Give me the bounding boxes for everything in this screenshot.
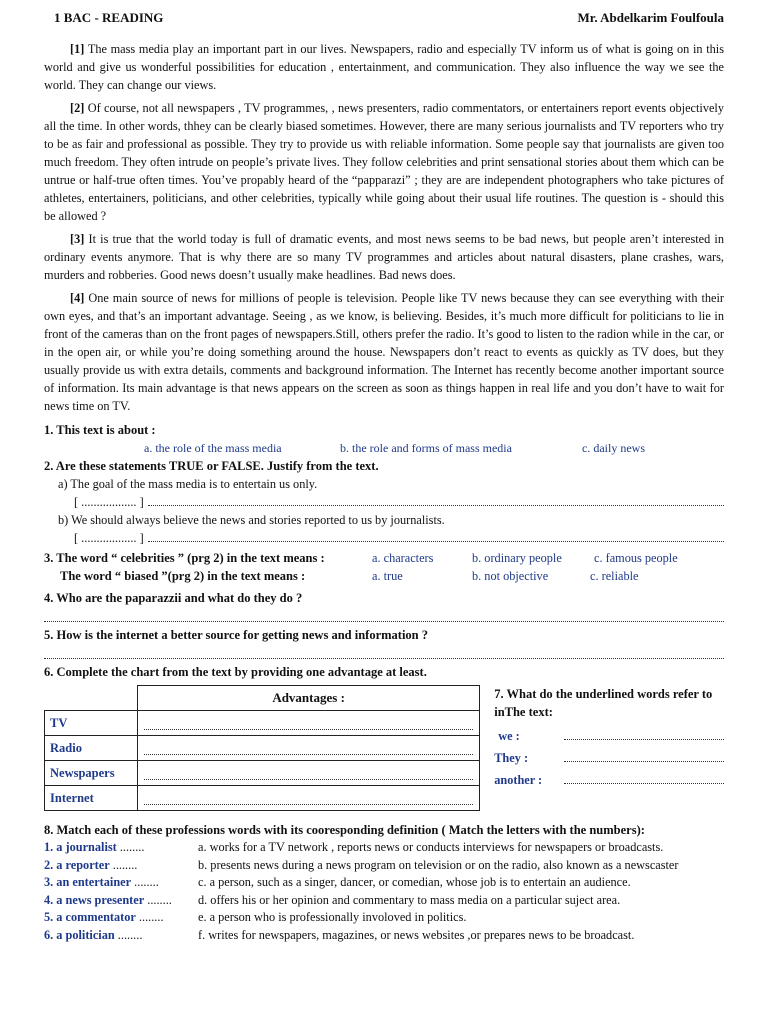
page-header	[54, 10, 724, 26]
answer-line[interactable]	[564, 727, 724, 740]
q1-option-c: c. daily news	[582, 441, 645, 455]
paragraph-2: [2] Of course, not all newspapers , TV programmes, , news presenters, radio commentators, or entertainers report events objectively all the time. In other words, thhey can be clearly biased sometimes. However, there are many serious journalists and TV reporters who try to be as fair and professional as possible. They try to provide us with reliable information. Some people say that journalists are given too much freedom. They often intrude on people’s private lives. They follow celebrities and print sensational stories about them which can be untrue or half-true often times. You’ve propably heard of the “papparazi” ; they are are independent photographers who take pictures of athletes, entertainers, politicians, and other celebrities, typically while going about their usual life routines. The question is - should this be allowed ?	[44, 101, 724, 223]
paragraph-1: [1] The mass media play an important part in our lives. Newspapers, radio and especially TV inform us of what is going on in this world and give us wonderful possibilities for education , entertainment, and communication. They also influence the way we see the world. They can change our views.	[44, 42, 724, 92]
answer-line[interactable]	[148, 493, 724, 506]
question-7: 7. What do the underlined words refer to inThe text: we : They : another :	[494, 685, 724, 811]
page-title: 1 BAC - READING	[54, 10, 164, 25]
paragraph-4: [4] One main source of news for millions of people is television. People like TV news because they can see everything with their own eyes, and that’s an important advantage. Seeing , as we know, is believing. Besides, it’s much more difficult for politicians to lie in front of the cameras than on the front pages of newspapers.Still, others prefer the radio. It’s good to listen to the radion while in the car, or in the open air, or while you’re doing something around the house. Newspapers don’t react to events as quickly as TV does, but they usually provide us with extra details, comments and background information. The Internet has recently become another important source of information. Its main advantage is that news appears on the screen as soon as things happen in real life and you don’t have to wait for news time on TV.	[44, 291, 724, 413]
answer-cell[interactable]	[138, 736, 480, 761]
worksheet	[44, 10, 724, 944]
question-2: 2. Are these statements TRUE or FALSE. Justify from the text. a) The goal of the mass media is to entertain us only. [ .................. ] b) We should always believe the news and stories reported to us by journalists. [ .................. ]	[44, 457, 724, 547]
answer-line[interactable]	[564, 749, 724, 762]
advantages-chart: Advantages : TV Radio Newspapers Internet	[44, 685, 480, 811]
question-4: 4. Who are the paparazzii and what do they do ?	[44, 589, 724, 622]
question-3: 3. The word “ celebrities ” (prg 2) in the text means : a. characters b. ordinary people c. famous people The word “ biased ”(prg 2) in the text means : a. true b. not objective c. reliable	[44, 551, 678, 583]
answer-line[interactable]	[44, 607, 724, 622]
question-5: 5. How is the internet a better source for getting news and information ?	[44, 626, 724, 659]
question-1: 1. This text is about : a. the role of the mass media b. the role and forms of mass media c. daily news	[44, 423, 645, 455]
q1-option-b: b. the role and forms of mass media	[340, 441, 512, 455]
paragraph-3: [3] It is true that the world today is full of dramatic events, and most news seems to be bad news, but people aren’t interested in ordinary events anymore. That is why there are so many TV programmes and articles about natural disasters, plane crashes, wars, murders and robberies. Good news doesn’t usually make headlines. Bad news does.	[44, 232, 724, 282]
answer-cell[interactable]	[138, 761, 480, 786]
author-name: Mr. Abdelkarim Foulfoula	[577, 10, 724, 25]
question-8: 8. Match each of these professions words with its cooresponding definition ( Match the letters with the numbers):	[44, 823, 645, 837]
matching-list: 1. a journalist ........ a. works for a TV network , reports news or conducts interviews for newspapers or broadcasts. 2. a reporter ........ b. presents news during a news program on television or on the radio, also known as a newscaster 3. an entertainer ........ c. a person, such as a singer, dancer, or comedian, whose job is to entertain an audience. 4. a news presenter ........ d. offers his or her opinion and commentary to mass media on a particular suject area. 5. a commentator ........ e. a person who is professionally involoved in politics. 6. a politician ........ f. writes for newspapers, magazines, or news websites ,or prepares news to be broadcast.	[44, 840, 679, 942]
q1-option-a: a. the role of the mass media	[144, 441, 282, 455]
answer-line[interactable]	[148, 529, 724, 542]
answer-line[interactable]	[44, 644, 724, 659]
answer-cell[interactable]	[138, 711, 480, 736]
answer-line[interactable]	[564, 771, 724, 784]
answer-cell[interactable]	[138, 786, 480, 811]
question-6: 6. Complete the chart from the text by providing one advantage at least.	[44, 665, 427, 679]
